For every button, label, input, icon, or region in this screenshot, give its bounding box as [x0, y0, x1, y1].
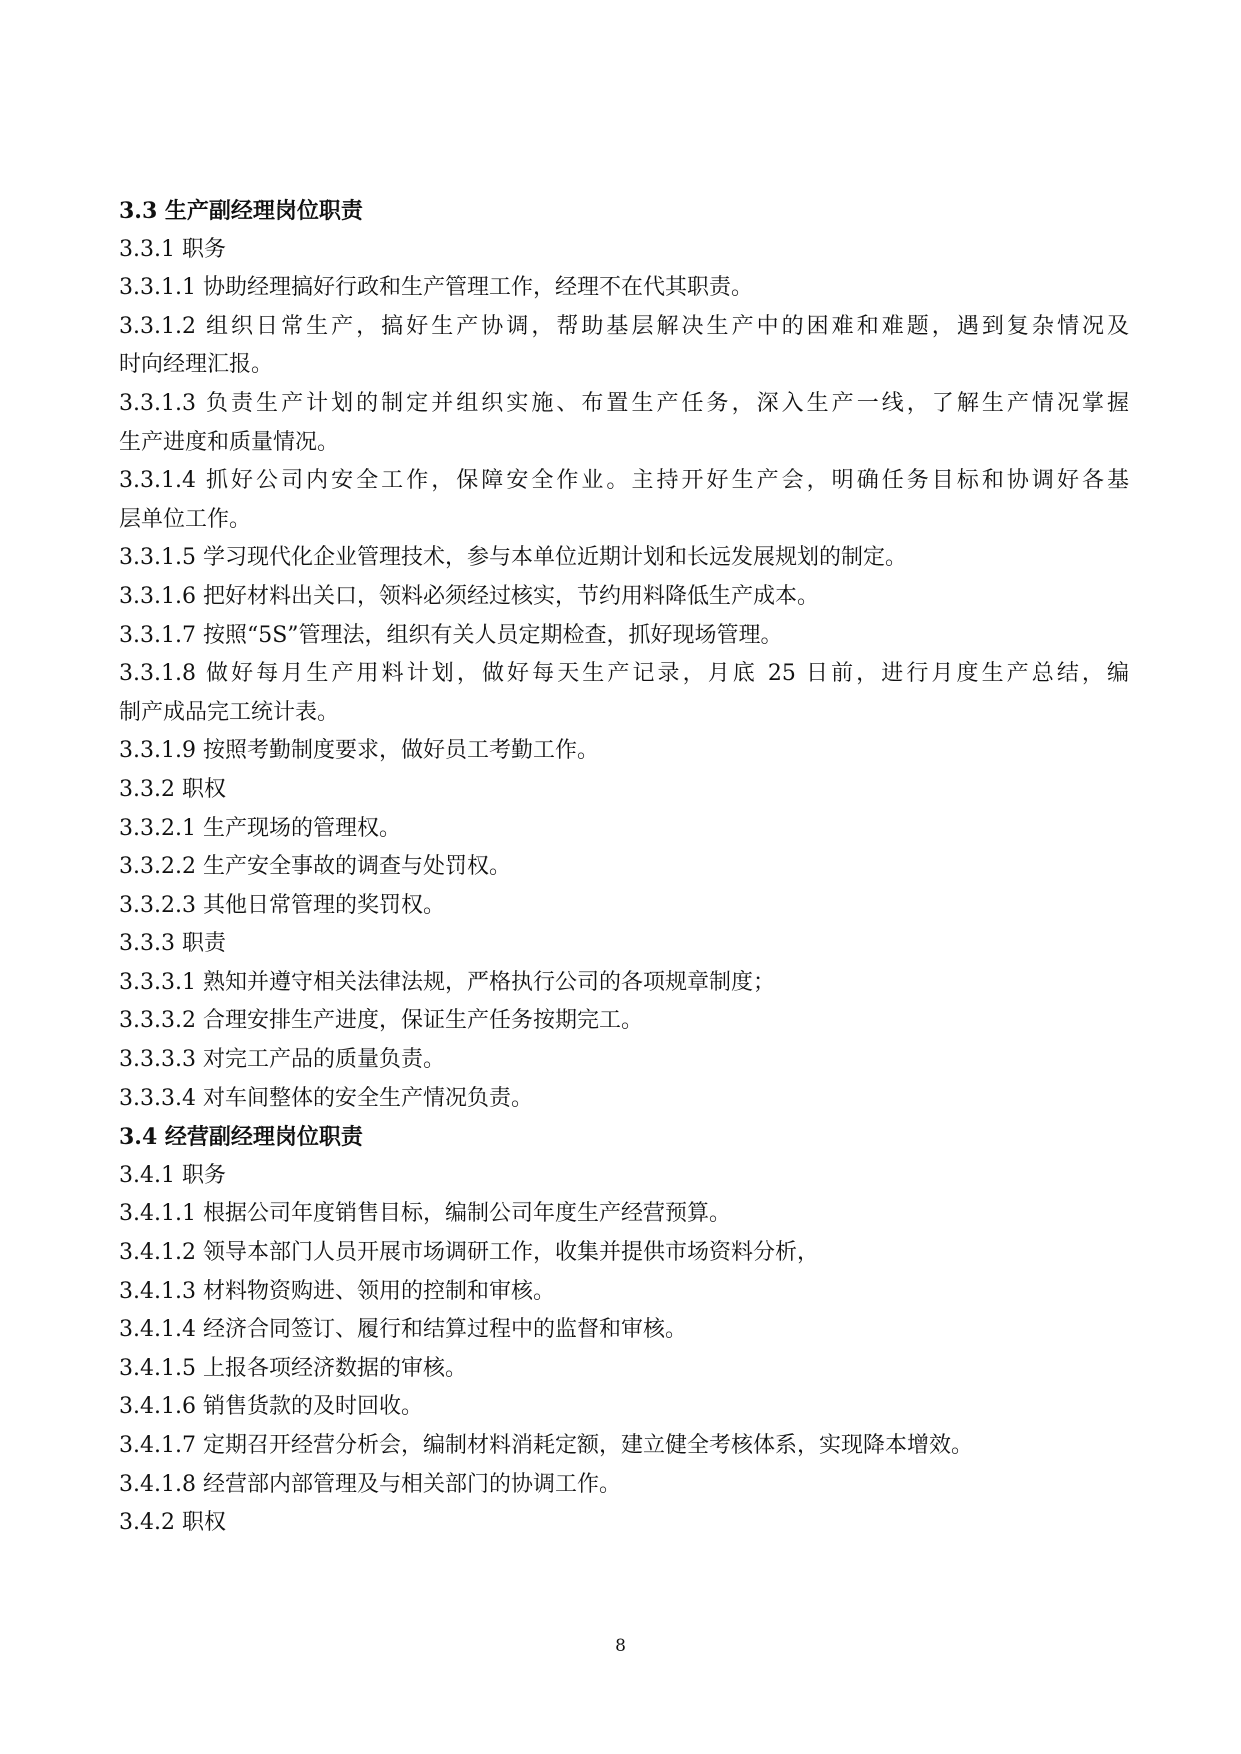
- text-line: 3.3.2.1 生产现场的管理权。: [119, 815, 401, 841]
- text-line: 3.3.3.3 对完工产品的质量负责。: [119, 1047, 445, 1073]
- document-body: [119, 192, 1129, 1543]
- text-line: 3.3.1.1 协助经理搞好行政和生产管理工作，经理不在代其职责。: [119, 275, 753, 301]
- text-line: 3.4.1.7 定期召开经营分析会，编制材料消耗定额，建立健全考核体系，实现降本增效。: [119, 1433, 973, 1458]
- text-line: 制产成品完工统计表。: [119, 699, 340, 725]
- text-line: 3.3.1.7 按照“5S”管理法，组织有关人员定期检查，抓好现场管理。: [119, 622, 783, 648]
- text-line: 3.3.1.4 抓好公司内安全工作，保障安全作业。主持开好生产会，明确任务目标和协调好各基: [119, 468, 1129, 494]
- text-line: 3.3.1.6 把好材料出关口，领料必须经过核实，节约用料降低生产成本。: [119, 583, 819, 609]
- text-line: 3.3.2.3 其他日常管理的奖罚权。: [119, 892, 445, 918]
- text-line: 3.3.3.4 对车间整体的安全生产情况负责。: [119, 1085, 533, 1111]
- text-line: 层单位工作。: [119, 506, 252, 532]
- text-line: 3.3.1.8 做好每月生产用料计划，做好每天生产记录，月底 25 日前，进行月度生产总结，编: [119, 661, 1129, 687]
- text-line: 3.4.1.4 经济合同签订、履行和结算过程中的监督和审核。: [119, 1317, 687, 1343]
- text-line: 3.3.3 职责: [119, 931, 226, 957]
- text-line: 3.3.1.9 按照考勤制度要求，做好员工考勤工作。: [119, 738, 599, 764]
- text-line: 3.3.1.3 负责生产计划的制定并组织实施、布置生产任务，深入生产一线，了解生产情况掌握: [119, 390, 1129, 416]
- text-line: 3.4.1.5 上报各项经济数据的审核。: [119, 1355, 467, 1381]
- text-line: 3.4.1.1 根据公司年度销售目标，编制公司年度生产经营预算。: [119, 1201, 731, 1227]
- text-line: 3.3.1 职务: [119, 236, 226, 262]
- text-line: 生产进度和质量情况。: [119, 429, 340, 455]
- text-line: 3.4.1.3 材料物资购进、领用的控制和审核。: [119, 1278, 555, 1304]
- text-line: 3.3.1.2 组织日常生产，搞好生产协调，帮助基层解决生产中的困难和难题，遇到复杂情况及: [119, 313, 1129, 339]
- text-line: 3.3.3.1 熟知并遵守相关法律法规，严格执行公司的各项规章制度；: [119, 969, 775, 995]
- text-line: 3.3.2 职权: [119, 776, 226, 802]
- text-line: 3.3.1.5 学习现代化企业管理技术，参与本单位近期计划和长远发展规划的制定。: [119, 545, 907, 571]
- text-line: 3.3.3.2 合理安排生产进度，保证生产任务按期完工。: [119, 1008, 643, 1034]
- text-line: 3.4.1 职务: [119, 1162, 226, 1188]
- text-line: 时向经理汇报。: [119, 352, 274, 378]
- text-line: 3.3.2.2 生产安全事故的调查与处罚权。: [119, 854, 511, 880]
- text-line: 3.4.1.2 领导本部门人员开展市场调研工作，收集并提供市场资料分析，: [119, 1240, 819, 1266]
- text-line: 3.4.1.6 销售货款的及时回收。: [119, 1394, 423, 1420]
- section-heading: 3.4 经营副经理岗位职责: [119, 1124, 363, 1151]
- text-line: 3.4.2 职权: [119, 1510, 226, 1536]
- page-number: 8: [615, 1636, 626, 1656]
- text-line: 3.4.1.8 经营部内部管理及与相关部门的协调工作。: [119, 1471, 621, 1497]
- section-heading: 3.3 生产副经理岗位职责: [119, 198, 363, 224]
